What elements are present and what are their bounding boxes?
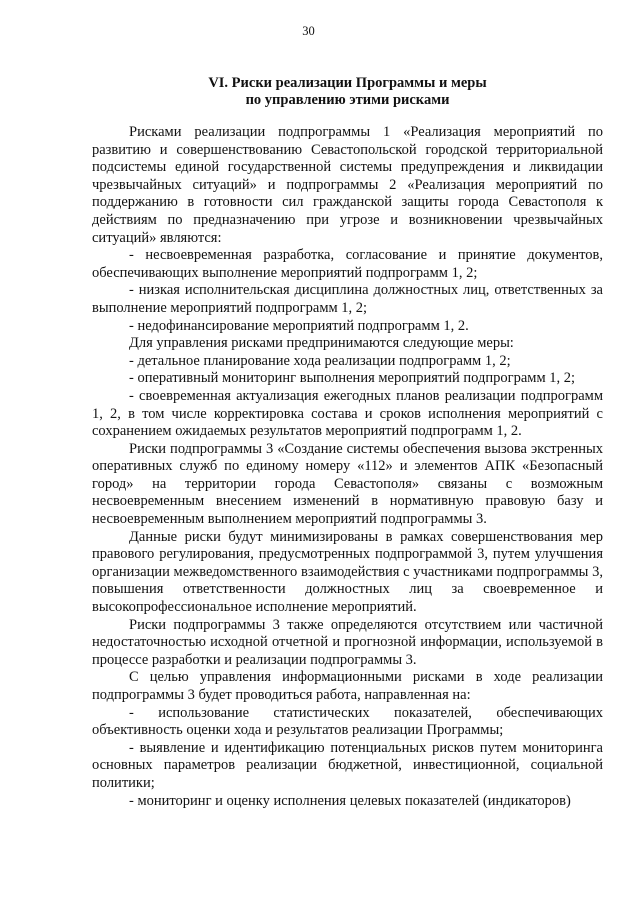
section-heading	[90, 75, 605, 109]
page-number: 30	[302, 24, 315, 38]
paragraph: Риски подпрограммы 3 «Создание системы обеспечения вызова экстренных оперативных служб по единому номеру «112» и элементов АПК «Безопасный город» на территории города Севастополя» связаны с возможным несвоевременным внесением изменений в нормативную правовую базу и несвоевременным выполнением мероприятий подпрограммы 3.	[92, 440, 603, 528]
paragraph: С целью управления информационными рисками в ходе реализации подпрограммы 3 будет проводиться работа, направленная на:	[92, 669, 603, 703]
paragraph: Данные риски будут минимизированы в рамках совершенствования мер правового регулирования, предусмотренных подпрограммой 3, путем улучшения организации межведомственного взаимодействия с участниками подпрограммы 3, повышения ответственности должностных лиц за своевременное и высокопрофессиональное исполнение мероприятий.	[92, 528, 603, 616]
list-item: - мониторинг и оценку исполнения целевых показателей (индикаторов)	[129, 792, 571, 809]
body-text	[92, 124, 603, 810]
list-item: - своевременная актуализация ежегодных планов реализации подпрограмм 1, 2, в том числе корректировка состава и сроков исполнения мероприятий с сохранением ожидаемых результатов мероприятий подпрограмм 1, 2.	[92, 387, 603, 440]
list-item: - несвоевременная разработка, согласование и принятие документов, обеспечивающих выполнение мероприятий подпрограмм 1, 2;	[92, 247, 603, 281]
paragraph: Для управления рисками предпринимаются следующие меры:	[129, 335, 514, 352]
list-item: - выявление и идентификацию потенциальных рисков путем мониторинга основных параметров реализации бюджетной, инвестиционной, социальной политики;	[92, 739, 603, 791]
list-item: - оперативный мониторинг выполнения мероприятий подпрограмм 1, 2;	[129, 370, 576, 387]
paragraph: Риски подпрограммы 3 также определяются отсутствием или частичной недостаточностью исходной отчетной и прогнозной информации, используемой в процессе разработки и реализации подпрограммы 3.	[92, 616, 603, 668]
section-heading-line-2: по управлению этими рисками	[245, 92, 450, 108]
paragraph: Рисками реализации подпрограммы 1 «Реализация мероприятий по развитию и совершенствованию Севастопольской городской территориальной подсистемы единой государственной системы предупреждения и ликвидации чрезвычайных ситуаций» и подпрограммы 2 «Реализация мероприятий по поддержанию в готовности сил гражданской защиты города Севастополя к действиям по предназначению при угрозе и возникновении чрезвычайных ситуаций» являются:	[92, 124, 603, 246]
list-item: - детальное планирование хода реализации подпрограмм 1, 2;	[129, 352, 511, 369]
section-heading-line-1: VI. Риски реализации Программы и меры	[208, 75, 487, 91]
list-item: - использование статистических показателей, обеспечивающих объективность оценки хода и результатов реализации Программы;	[92, 704, 603, 739]
list-item: - недофинансирование мероприятий подпрограмм 1, 2.	[129, 317, 469, 334]
list-item: - низкая исполнительская дисциплина должностных лиц, ответственных за выполнение мероприятий подпрограмм 1, 2;	[92, 282, 603, 316]
